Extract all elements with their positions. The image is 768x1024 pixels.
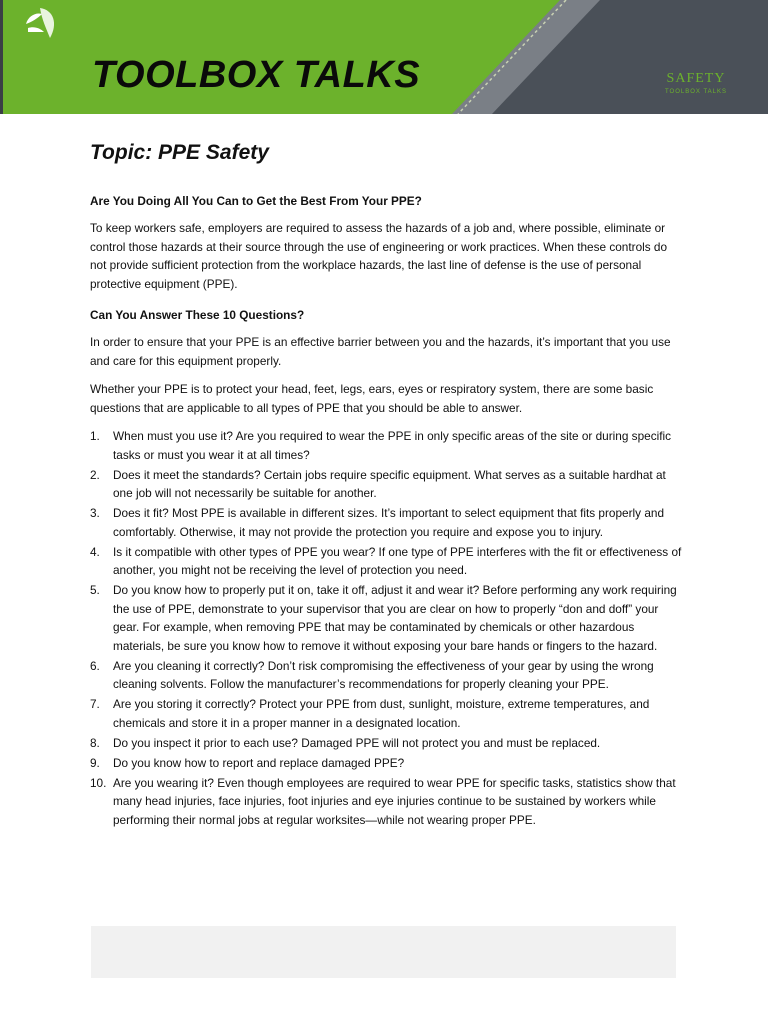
list-item-text: When must you use it? Are you required to wear the PPE in only specific areas of the site or during specific tasks or must you wear it at all times? <box>113 429 672 462</box>
logo-tagline: TOOLBOX TALKS <box>664 89 728 95</box>
list-item <box>90 774 682 830</box>
list-item-number: 2. <box>90 467 100 482</box>
questions-list <box>90 427 682 829</box>
list-item-number: 3. <box>90 506 100 520</box>
list-item-number: 5. <box>90 583 100 597</box>
list-item-number: 9. <box>90 755 100 770</box>
list-item-text: Is it compatible with other types of PPE you wear? If one type of PPE interferes with the fit or effectiveness of another, you might not be receiving the level of protection you need. <box>113 544 682 577</box>
list-item <box>90 657 682 694</box>
list-item-text: Are you storing it correctly? Protect your PPE from dust, sunlight, moisture, extreme temperatures, and chemicals and store it in a proper manner in a designated location. <box>113 697 650 730</box>
basic-questions-paragraph: Whether your PPE is to protect your head, feet, legs, ears, eyes or respiratory system, there are some basic questions that are applicable to all types of PPE that you should be able to answer. <box>90 382 654 415</box>
hardhat-leaf-icon <box>0 0 90 80</box>
document-body <box>90 130 682 831</box>
list-item-text: Does it fit? Most PPE is available in different sizes. It’s important to select equipment that fits properly and comfortably. Otherwise, it may not provide the protection you require and expose you to injury. <box>113 506 665 539</box>
list-item-number: 7. <box>90 697 100 711</box>
list-item <box>90 754 682 773</box>
barrier-paragraph: In order to ensure that your PPE is an effective barrier between you and the hazards, it’s important that you use and care for this equipment properly. <box>90 335 671 368</box>
list-item-text: Are you wearing it? Even though employees are required to wear PPE for specific tasks, statistics show that many head injuries, face injuries, foot injuries and eye injuries continue to be sustained by workers while performing their normal jobs at regular worksites—while not wearing proper PPE. <box>113 775 676 827</box>
list-item <box>90 543 682 580</box>
topic-title: Topic: PPE Safety <box>90 141 269 164</box>
list-item <box>90 581 682 655</box>
list-item-text: Do you inspect it prior to each use? Damaged PPE will not protect you and must be replaced. <box>113 735 601 750</box>
header-banner <box>0 0 768 114</box>
list-item <box>90 734 682 753</box>
blurred-footer-block <box>91 926 676 978</box>
list-item <box>90 466 682 503</box>
list-item-text: Are you cleaning it correctly? Don’t risk compromising the effectiveness of your gear by using the wrong cleaning solvents. Follow the manufacturer’s recommendations for properly cleaning your PPE. <box>113 658 654 691</box>
list-item-number: 4. <box>90 544 100 559</box>
list-item-number: 8. <box>90 735 100 750</box>
list-item-text: Do you know how to report and replace damaged PPE? <box>113 755 405 770</box>
list-item-number: 1. <box>90 429 100 443</box>
logo-name: SAFETY <box>666 71 726 86</box>
list-item-text: Does it meet the standards? Certain jobs require specific equipment. What serves as a suitable hardhat at one job will not necessarily be suitable for another. <box>113 467 666 500</box>
list-item <box>90 695 682 732</box>
list-item-number: 10. <box>90 775 107 790</box>
section-heading-ten-questions: Can You Answer These 10 Questions? <box>90 308 305 322</box>
page-title: TOOLBOX TALKS <box>92 54 421 96</box>
list-item-number: 6. <box>90 658 100 673</box>
list-item <box>90 504 682 541</box>
section-heading-best-from-ppe: Are You Doing All You Can to Get the Best From Your PPE? <box>90 194 422 208</box>
list-item <box>90 427 682 464</box>
intro-paragraph: To keep workers safe, employers are required to assess the hazards of a job and, where possible, eliminate or control those hazards at their source through the use of engineering or work practices. When these controls do not provide sufficient protection from the workplace hazards, the last line of defense is the use of personal protective equipment (PPE). <box>90 221 668 291</box>
list-item-text: Do you know how to properly put it on, take it off, adjust it and wear it? Before performing any work requiring the use of PPE, demonstrate to your supervisor that you are clear on how to properly “don and doff” your gear. For example, when removing PPE that may be contaminated by chemicals or other hazardous materials, be sure you know how to remove it without exposing your bare hands or fingers to the hazard. <box>113 583 677 653</box>
